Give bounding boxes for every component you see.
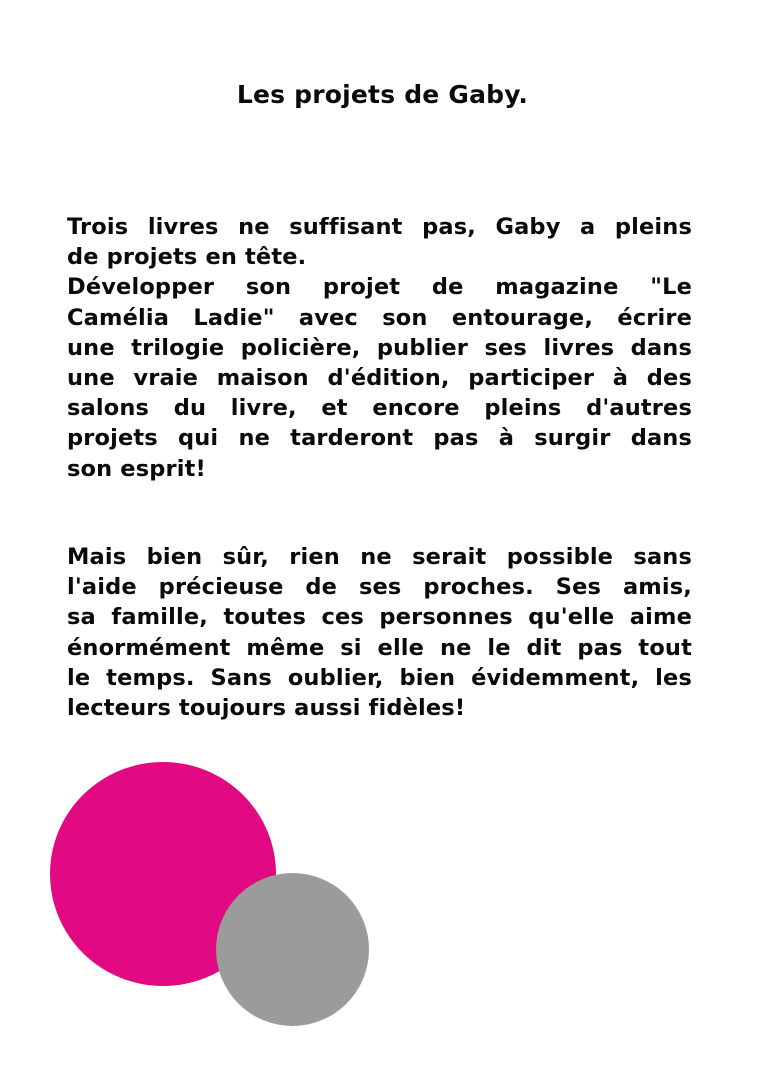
text-line: lecteurs toujours aussi fidèles! xyxy=(67,695,466,722)
text-line: salons du livre, et encore pleins d'autres xyxy=(67,395,692,422)
page-title: Les projets de Gaby. xyxy=(236,80,529,109)
paragraph-projects xyxy=(67,212,692,484)
text-line: Mais bien sûr, rien ne serait possible sans xyxy=(67,544,692,570)
text-line: l'aide précieuse de ses proches. Ses amis, xyxy=(67,574,692,601)
text-line: son esprit! xyxy=(67,455,206,482)
text-line: une trilogie policière, publier ses livres dans xyxy=(67,334,692,361)
text-line: le temps. Sans oublier, bien évidemment, les xyxy=(67,664,692,691)
text-line: sa famille, toutes ces personnes qu'elle aime xyxy=(67,604,692,631)
text-line: projets qui ne tarderont pas à surgir dans xyxy=(67,425,692,452)
text-line: une vraie maison d'édition, participer à des xyxy=(67,365,692,392)
text-line: de projets en tête. xyxy=(67,244,307,271)
gray-circle-decoration xyxy=(216,873,369,1026)
text-line: Trois livres ne suffisant pas, Gaby a pleins xyxy=(67,214,692,240)
text-line: Développer son projet de magazine "Le xyxy=(67,274,692,301)
paragraph-thanks xyxy=(67,542,692,723)
text-line: Camélia Ladie" avec son entourage, écrire xyxy=(67,304,692,331)
text-line: énormément même si elle ne le dit pas tout xyxy=(67,634,692,661)
